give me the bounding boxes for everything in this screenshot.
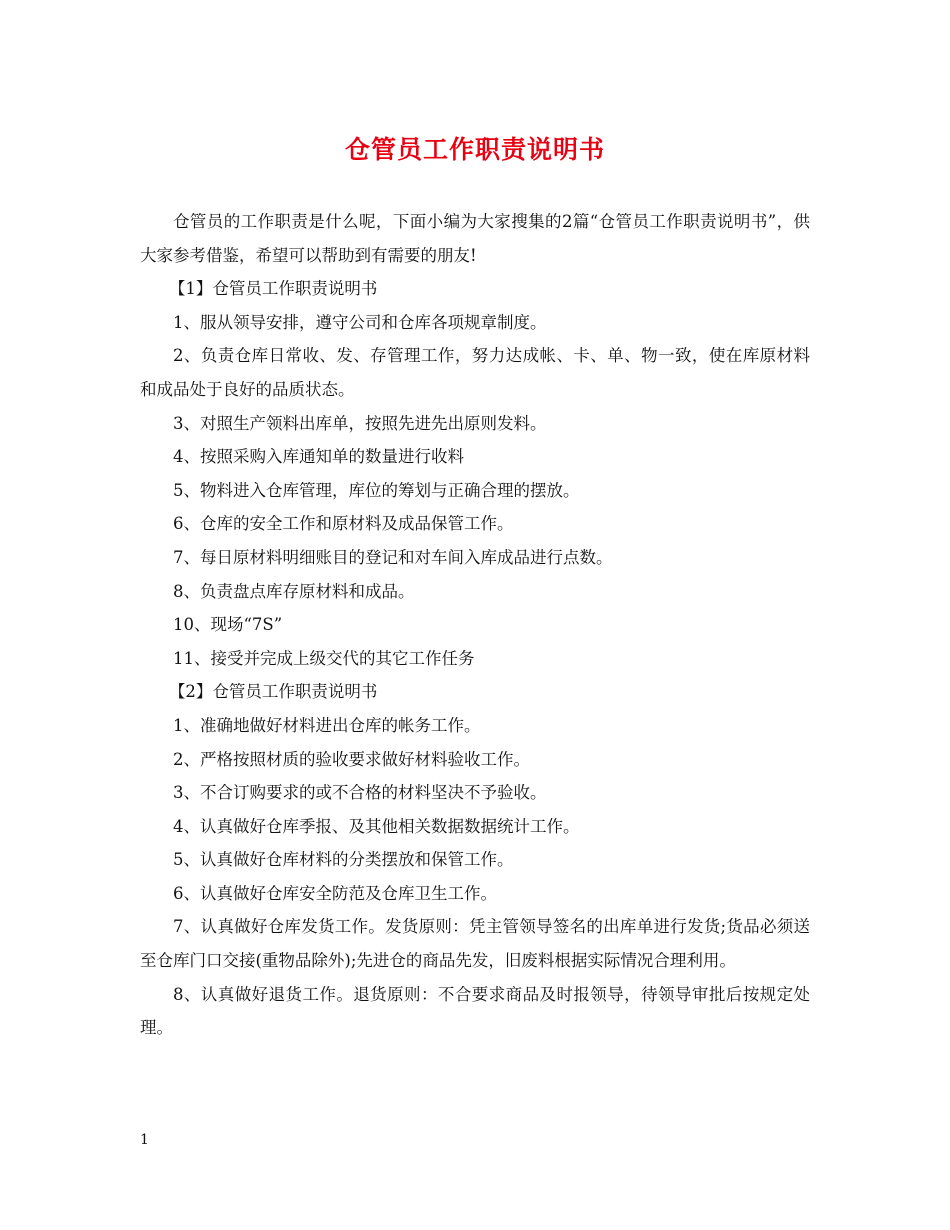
section-1-item: 8、负责盘点库存原材料和成品。 <box>173 581 415 601</box>
section-1-item: 7、每日原材料明细账目的登记和对车间入库成品进行点数。 <box>173 547 613 567</box>
document-body <box>140 205 810 1045</box>
section-2-item: 4、认真做好仓库季报、及其他相关数据数据统计工作。 <box>173 816 580 836</box>
section-2-item: 6、认真做好仓库安全防范及仓库卫生工作。 <box>173 883 497 903</box>
section-2-item: 2、严格按照材质的验收要求做好材料验收工作。 <box>173 749 530 769</box>
section-2-item: 5、认真做好仓库材料的分类摆放和保管工作。 <box>173 850 514 870</box>
section-1-item: 10、现场“7S” <box>173 615 283 635</box>
section-2-heading: 【2】仓管员工作职责说明书 <box>168 682 378 702</box>
section-2-item: 1、准确地做好材料进出仓库的帐务工作。 <box>173 715 481 735</box>
section-1-item: 2、负责仓库日常收、发、存管理工作，努力达成帐、卡、单、物一致，使在库原材料和成品处于良好的品质状态。 <box>140 346 810 399</box>
section-1-item: 1、服从领导安排，遵守公司和仓库各项规章制度。 <box>173 312 547 332</box>
section-2-item: 8、认真做好退货工作。退货原则：不合要求商品及时报领导，待领导审批后按规定处理。 <box>140 984 810 1038</box>
section-1-item: 6、仓库的安全工作和原材料及成品保管工作。 <box>173 514 514 534</box>
document-title: 仓管员工作职责说明书 <box>344 135 605 164</box>
section-2-item: 7、认真做好仓库发货工作。发货原则：凭主管领导签名的出库单进行发货;货品必须送至仓库门口交接(重物品除外);先进仓的商品先发，旧废料根据实际情况合理利用。 <box>140 917 810 971</box>
section-2-item: 3、不合订购要求的或不合格的材料坚决不予验收。 <box>173 783 547 803</box>
section-1-item: 5、物料进入仓库管理，库位的筹划与正确合理的摆放。 <box>173 480 580 500</box>
intro-paragraph: 仓管员的工作职责是什么呢，下面小编为大家搜集的2篇“仓管员工作职责说明书”，供大家参考借鉴，希望可以帮助到有需要的朋友! <box>140 212 810 265</box>
section-1-item: 11、接受并完成上级交代的其它工作任务 <box>173 648 475 668</box>
section-1-heading: 【1】仓管员工作职责说明书 <box>168 279 378 299</box>
page-number: 1 <box>140 1132 149 1148</box>
section-1-item: 3、对照生产领料出库单，按照先进先出原则发料。 <box>173 413 547 433</box>
section-1-item: 4、按照采购入库通知单的数量进行收料 <box>173 447 464 467</box>
